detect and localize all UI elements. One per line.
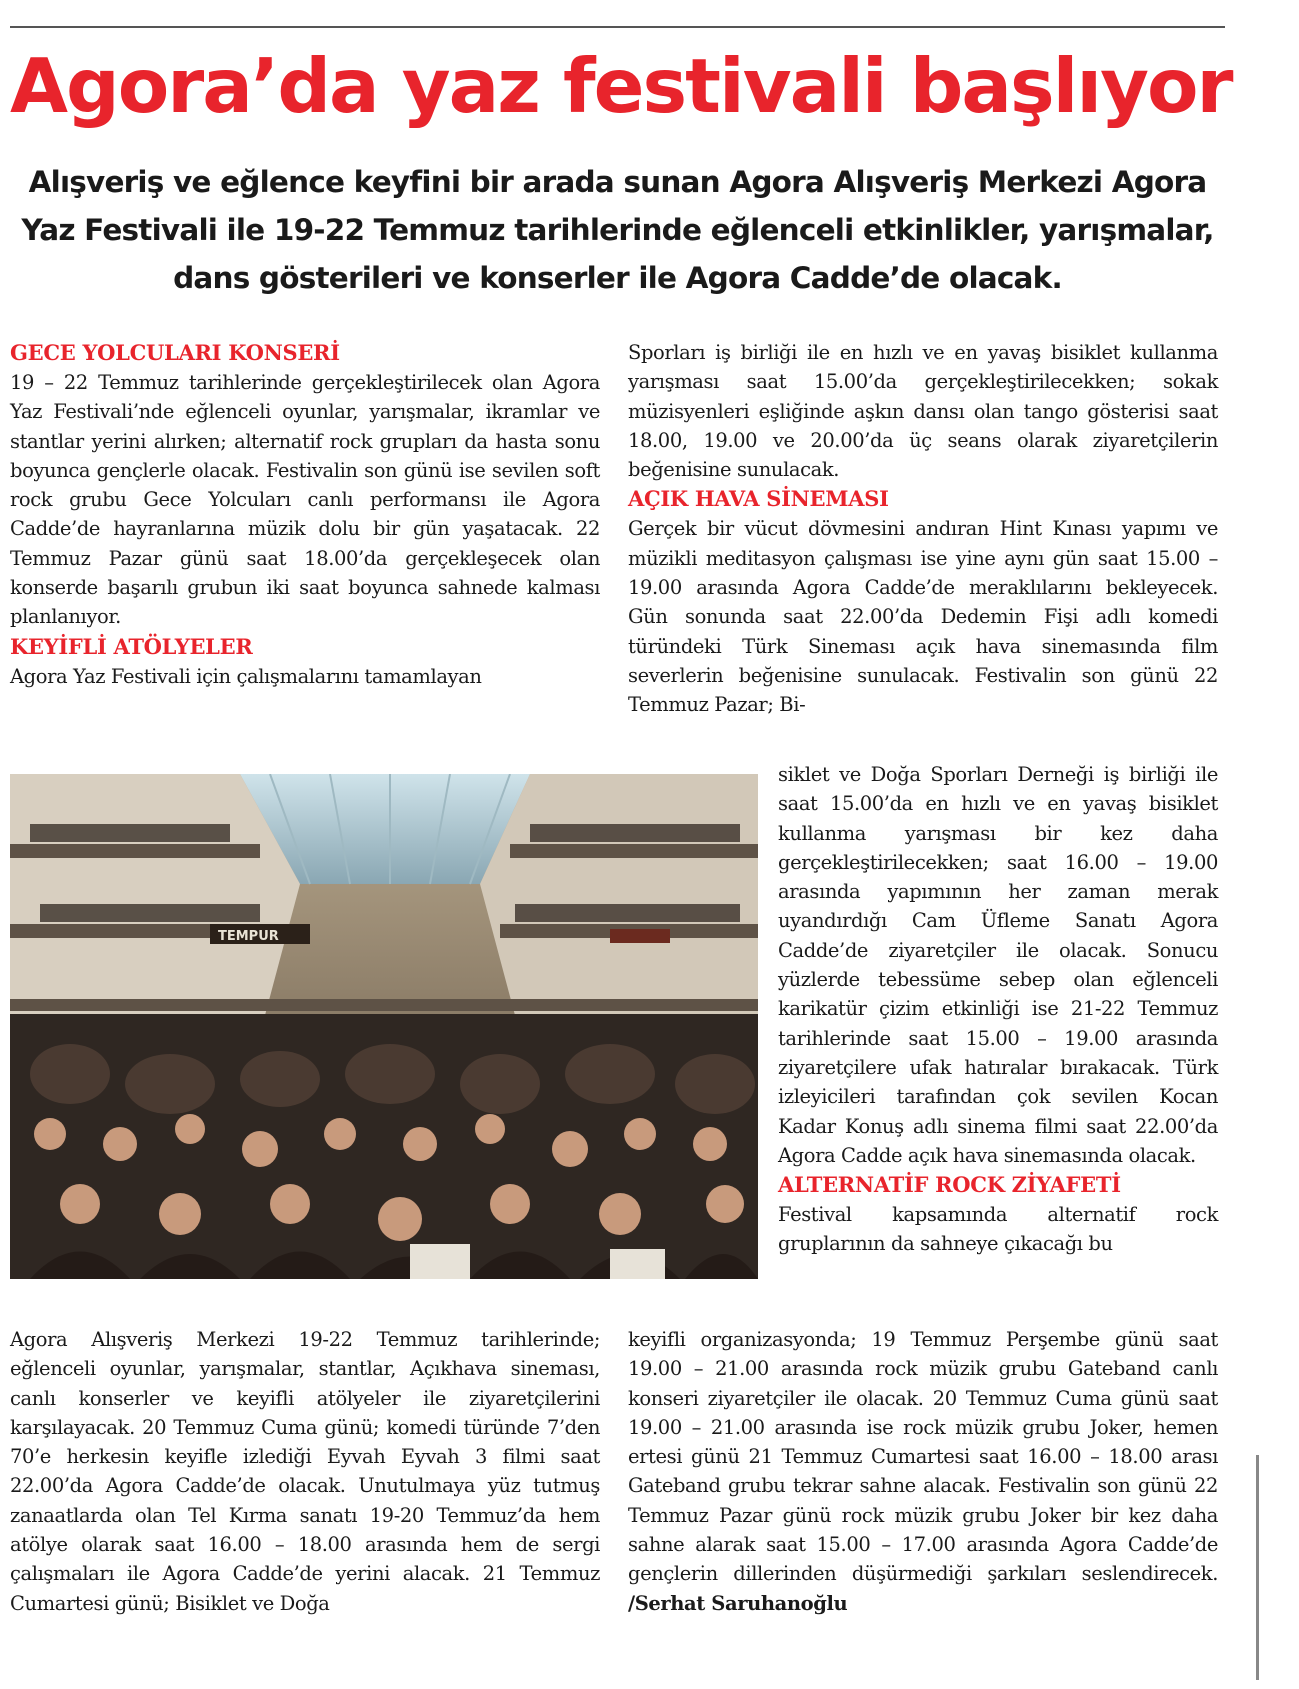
rock-text: keyifli organizasyonda; 19 Temmuz Perşembe günü saat 19.00 – 21.00 arasında rock müzik grubu Gateband canlı konseri ziyaretçiler ile olacak. 20 Temmuz Cuma günü saat 19.00 – 21.00 arasında ise rock müzik grubu Joker, hemen ertesi günü 21 Temmuz Cumartesi saat 16.00 – 18.00 arası Gateband grubu tekrar sahne alacak. Festivalin son günü 22 Temmuz Pazar günü rock müzik grubu Joker bir kez daha sahne alarak saat 15.00 – 17.00 arasında Agora Cadde’de gençlerin dillerinden düşürmediği şarkıları seslendirecek. (628, 1328, 1218, 1586)
right-column-top (628, 338, 1218, 720)
right-column-middle (778, 760, 1218, 1259)
paragraph-rock-continued (628, 1325, 1218, 1618)
paragraph-atolyeler-start: Agora Yaz Festivali için çalışmalarını tamamlayan (10, 664, 482, 688)
lead-paragraph: Alışveriş ve eğlence keyfini bir arada sunan Agora Alışveriş Merkezi Agora Yaz Festivali ile 19-22 Temmuz tarihlerinde eğlenceli etkinlikler, yarışmalar, dans gösterileri ve konserler ile Agora Cadde’de olacak. (21, 165, 1214, 295)
page-edge-mark (1256, 1455, 1259, 1680)
subhead-keyifli-atolyeler: KEYİFLİ ATÖLYELER (10, 633, 253, 659)
paragraph-son-gun: siklet ve Doğa Sporları Derneği iş birliği ile saat 15.00’da en hızlı ve en yavaş bisiklet kullanma yarışması bir kez daha gerçekleştirilecekken; saat 16.00 – 19.00 arasında yapımının her zaman merak uyandırdığı Cam Üfleme Sanatı Agora Cadde’de ziyaretçiler ile olacak. Sonucu yüzlerde tebessüme sebep olan eğlenceli karikatür çizim etkinliği ise 21-22 Temmuz tarihlerinde saat 15.00 – 19.00 arasında ziyaretçilere ufak hatıralar bırakacak. Türk izleyicileri tarafından çok sevilen Kocan Kadar Konuş adlı sinema filmi saat 22.00’da Agora Cadde açık hava sinemasında olacak. (778, 763, 1218, 1167)
top-rule (10, 26, 1225, 28)
festival-crowd-photo (10, 774, 758, 1279)
paragraph-gece-yolculari: 19 – 22 Temmuz tarihlerinde gerçekleştirilecek olan Agora Yaz Festivali’nde eğlenceli oyunlar, yarışmalar, ikramlar ve stantlar yerini alırken; alternatif rock grupları da hasta sonu boyunca gençlerle olacak. Festivalin son günü ise sevilen soft rock grubu Gece Yolcuları canlı performansı ile Agora Cadde’de hayranlarına müzik dolu bir gün yaşatacak. 22 Temmuz Pazar günü saat 18.00’da gerçekleşecek olan konserde başarılı grubun iki saat boyunca sahnede kalması planlanıyor. (10, 371, 600, 629)
store-sign: TEMPUR (218, 929, 279, 944)
paragraph-acik-hava: Gerçek bir vücut dövmesini andıran Hint Kınası yapımı ve müzikli meditasyon çalışması ise yine aynı gün saat 15.00 – 19.00 arasında Agora Cadde’de meraklılarını bekleyecek. Gün sonunda saat 22.00’da Dedemin Fişi adlı komedi türündeki Türk Sineması açık hava sinemasında film severlerin beğenisine sunulacak. Festivalin son günü 22 Temmuz Pazar; Bi- (628, 517, 1218, 717)
paragraph-atolyeler-continued: Agora Alışveriş Merkezi 19-22 Temmuz tarihlerinde; eğlenceli oyunlar, yarışmalar, stantlar, Açıkhava sineması, canlı konserler ve keyifli atölyeler ile ziyaretçilerini karşılayacak. 20 Temmuz Cuma günü; komedi türünde 7’den 70’e herkesin keyifle izlediği Eyvah Eyvah 3 filmi saat 22.00’da Agora Cadde’de olacak. Unutulmaya yüz tutmuş zanaatlarda olan Tel Kırma sanatı 19-20 Temmuz’da hem atölye olarak saat 16.00 – 18.00 arasında hem de sergi çalışmaları ile Agora Cadde’de yerini alacak. 21 Temmuz Cumartesi günü; Bisiklet ve Doğa (10, 1328, 600, 1615)
headline: Agora’da yaz festivali başlıyor (10, 42, 1232, 130)
right-column-bottom (628, 1325, 1218, 1618)
subhead-alternatif-rock: ALTERNATİF ROCK ZİYAFETİ (778, 1172, 1121, 1198)
paragraph-bisiklet-tango: Sporları iş birliği ile en hızlı ve en yavaş bisiklet kullanma yarışması saat 15.00’da gerçekleştirilecekken; sokak müzisyenleri eşliğinde aşkın dansı olan tango gösterisi saat 18.00, 19.00 ve 20.00’da üç seans olarak ziyaretçilerin beğenisine sunulacak. (628, 341, 1218, 482)
byline: /Serhat Saruhanoğlu (628, 1591, 848, 1615)
left-column-top (10, 338, 600, 691)
paragraph-rock-start: Festival kapsamında alternatif rock gruplarının da sahneye çıkacağı bu (778, 1203, 1218, 1256)
left-column-bottom (10, 1325, 600, 1618)
subhead-acik-hava-sinemasi: AÇIK HAVA SİNEMASI (628, 486, 889, 512)
subhead-gece-yolculari: GECE YOLCULARI KONSERİ (10, 340, 340, 365)
